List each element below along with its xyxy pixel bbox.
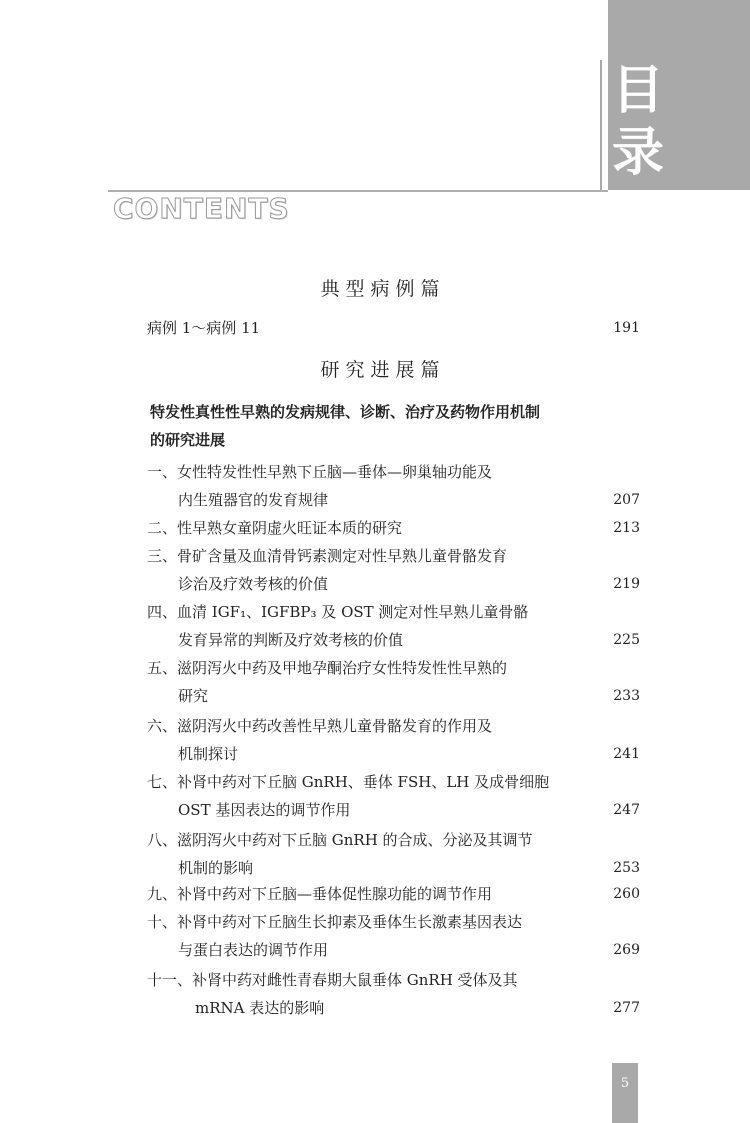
toc-entry-page: 260 [613,886,640,902]
toc-entry-title: 一、女性特发性性早熟下丘脑—垂体—卵巢轴功能及 [147,463,493,481]
topic-title-line: 的研究进展 [150,431,226,449]
toc-entry-title-cont: 机制的影响 [178,859,254,877]
toc-entry-page: 233 [613,688,640,704]
toc-entry[interactable] [0,598,750,654]
page-title [612,60,672,184]
toc-entry-page: 247 [613,802,640,818]
toc-entry-title-cont: 与蛋白表达的调节作用 [178,941,329,959]
toc-entry-title: 五、滋阴泻火中药及甲地孕酮治疗女性特发性性早熟的 [147,659,508,677]
toc-entry-title-cont: 机制探讨 [178,745,239,763]
toc-entry[interactable] [0,514,750,542]
toc-entry-title-cont: 内生殖器官的发育规律 [178,491,329,509]
page-title-char: 目 [612,61,665,121]
toc-entry-title: 二、性早熟女童阴虚火旺证本质的研究 [147,519,403,537]
toc-entry-title-cont: OST 基因表达的调节作用 [178,801,351,819]
page-title-char: 录 [612,123,665,183]
toc-entry-page: 219 [613,576,640,592]
toc-entry-page: 207 [613,492,640,508]
toc-entry-page: 213 [613,520,640,536]
toc-entry-page: 269 [613,942,640,958]
toc-entry-title-cont: 诊治及疗效考核的价值 [178,575,329,593]
toc-entry-title: 七、补肾中药对下丘脑 GnRH、垂体 FSH、LH 及成骨细胞 [147,773,550,791]
section-heading-cases: 典型病例篇 [320,278,446,300]
toc-entry[interactable] [0,654,750,710]
toc-entry[interactable] [0,966,750,1022]
toc-entry-title: 十、补肾中药对下丘脑生长抑素及垂体生长激素基因表达 [147,913,523,931]
toc-entry-title: 十一、补肾中药对雌性青春期大鼠垂体 GnRH 受体及其 [147,971,518,989]
section-heading-research: 研究进展篇 [320,359,446,381]
toc-entry[interactable] [0,826,750,882]
toc-entry[interactable] [0,908,750,964]
toc-entry-title: 九、补肾中药对下丘脑—垂体促性腺功能的调节作用 [147,885,493,903]
toc-entry-title: 四、血清 IGF₁、IGFBP₃ 及 OST 测定对性早熟儿童骨骼 [147,603,529,621]
toc-entry-page: 253 [613,860,640,876]
toc-entry-title: 六、滋阴泻火中药改善性早熟儿童骨骼发育的作用及 [147,717,493,735]
toc-entry-title: 三、骨矿含量及血清骨钙素测定对性早熟儿童骨骼发育 [147,547,508,565]
header-decor-line [600,60,602,190]
toc-entry[interactable] [0,314,750,342]
toc-entry-title-cont: mRNA 表达的影响 [195,999,325,1017]
toc-entry-page: 277 [613,1000,640,1016]
toc-entry-title: 八、滋阴泻火中药对下丘脑 GnRH 的合成、分泌及其调节 [147,831,533,849]
topic-title-line: 特发性真性性早熟的发病规律、诊断、治疗及药物作用机制 [150,403,541,421]
toc-entry-title-cont: 发育异常的判断及疗效考核的价值 [178,631,404,649]
toc-entry[interactable] [0,712,750,768]
page-number: 5 [620,1076,630,1091]
toc-entry-title: 病例 1～病例 11 [147,319,261,337]
toc-entry-title-cont: 研究 [178,687,209,705]
toc-entry[interactable] [0,880,750,908]
toc-entry-page: 225 [613,632,640,648]
toc-entry[interactable] [0,542,750,598]
toc-entry-page: 241 [613,746,640,762]
toc-entry[interactable] [0,458,750,514]
page-number-tab [612,1063,638,1123]
contents-wordmark: CONTENTS [113,192,290,225]
toc-entry-page: 191 [613,320,640,336]
toc-entry[interactable] [0,768,750,824]
